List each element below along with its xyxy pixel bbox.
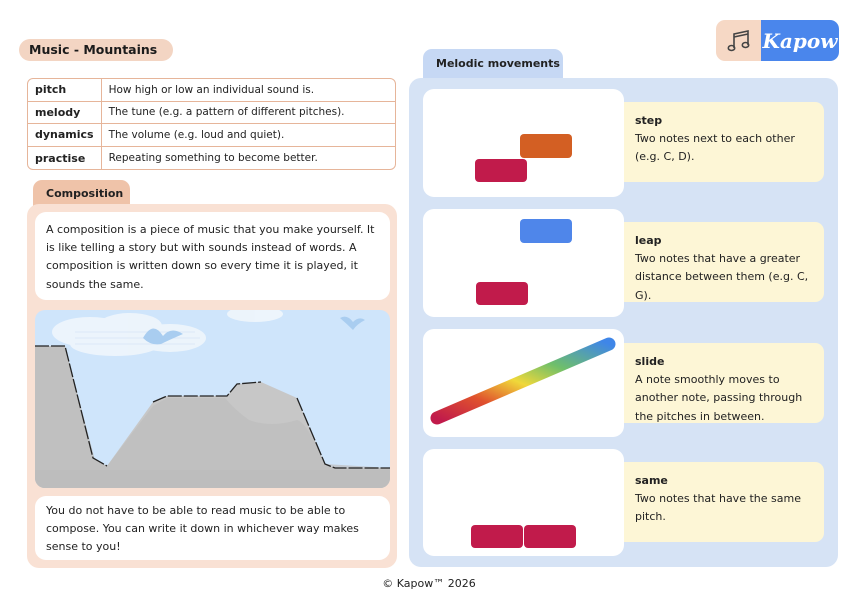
- leap-definition: [624, 222, 824, 302]
- vocab-definition: Repeating something to become better.: [108, 152, 318, 165]
- leap-description: Two notes that have a greater distance between them (e.g. C, G).: [635, 252, 809, 302]
- vocab-row: [28, 147, 395, 170]
- music-note-icon: [716, 20, 761, 61]
- mountain-landscape-image: [35, 310, 390, 488]
- slide-illustration: [423, 329, 624, 437]
- melodic-movements-heading: Melodic movements: [423, 49, 563, 79]
- same-definition: [624, 462, 824, 542]
- leap-high-note: [520, 219, 572, 243]
- vocab-definition: The volume (e.g. loud and quiet).: [102, 124, 395, 147]
- vocab-term: pitch: [28, 79, 102, 102]
- vocab-term: practise: [28, 147, 102, 170]
- same-note-1: [471, 525, 523, 548]
- kapow-logo: [716, 20, 839, 61]
- slide-description: A note smoothly moves to another note, passing through the pitches in between.: [635, 373, 803, 423]
- leap-low-note: [476, 282, 528, 305]
- slide-term: slide: [635, 355, 665, 368]
- same-term: same: [635, 474, 668, 487]
- step-high-note: [520, 134, 572, 158]
- vocab-row: [28, 79, 395, 102]
- step-low-note: [475, 159, 527, 182]
- page-title: Music - Mountains: [19, 39, 173, 61]
- same-note-2: [524, 525, 576, 548]
- vocab-definition: The tune (e.g. a pattern of different pitches).: [102, 102, 395, 125]
- slide-definition: [624, 343, 824, 423]
- composition-heading: Composition: [33, 180, 130, 206]
- step-term: step: [635, 114, 663, 127]
- step-definition: [624, 102, 824, 182]
- vocab-term: melody: [28, 102, 102, 125]
- copyright-footer: © Kapow™ 2026: [382, 577, 476, 590]
- vocab-term: dynamics: [28, 124, 102, 147]
- logo-wordmark: Kapow: [761, 20, 839, 61]
- leap-term: leap: [635, 234, 662, 247]
- vocab-row: [28, 124, 395, 147]
- step-description: Two notes next to each other (e.g. C, D).: [635, 132, 795, 164]
- vocabulary-table: [27, 78, 396, 170]
- same-description: Two notes that have the same pitch.: [635, 492, 801, 524]
- vocab-definition: How high or low an individual sound is.: [102, 79, 395, 102]
- composition-text: A composition is a piece of music that you make yourself. It is like telling a story but with sounds instead of words. A composition is written down so every time it is played, it sounds the same.: [35, 212, 390, 300]
- vocab-row: [28, 102, 395, 125]
- composition-note: You do not have to be able to read music to be able to compose. You can write it down in whichever way makes sense to you!: [35, 496, 390, 560]
